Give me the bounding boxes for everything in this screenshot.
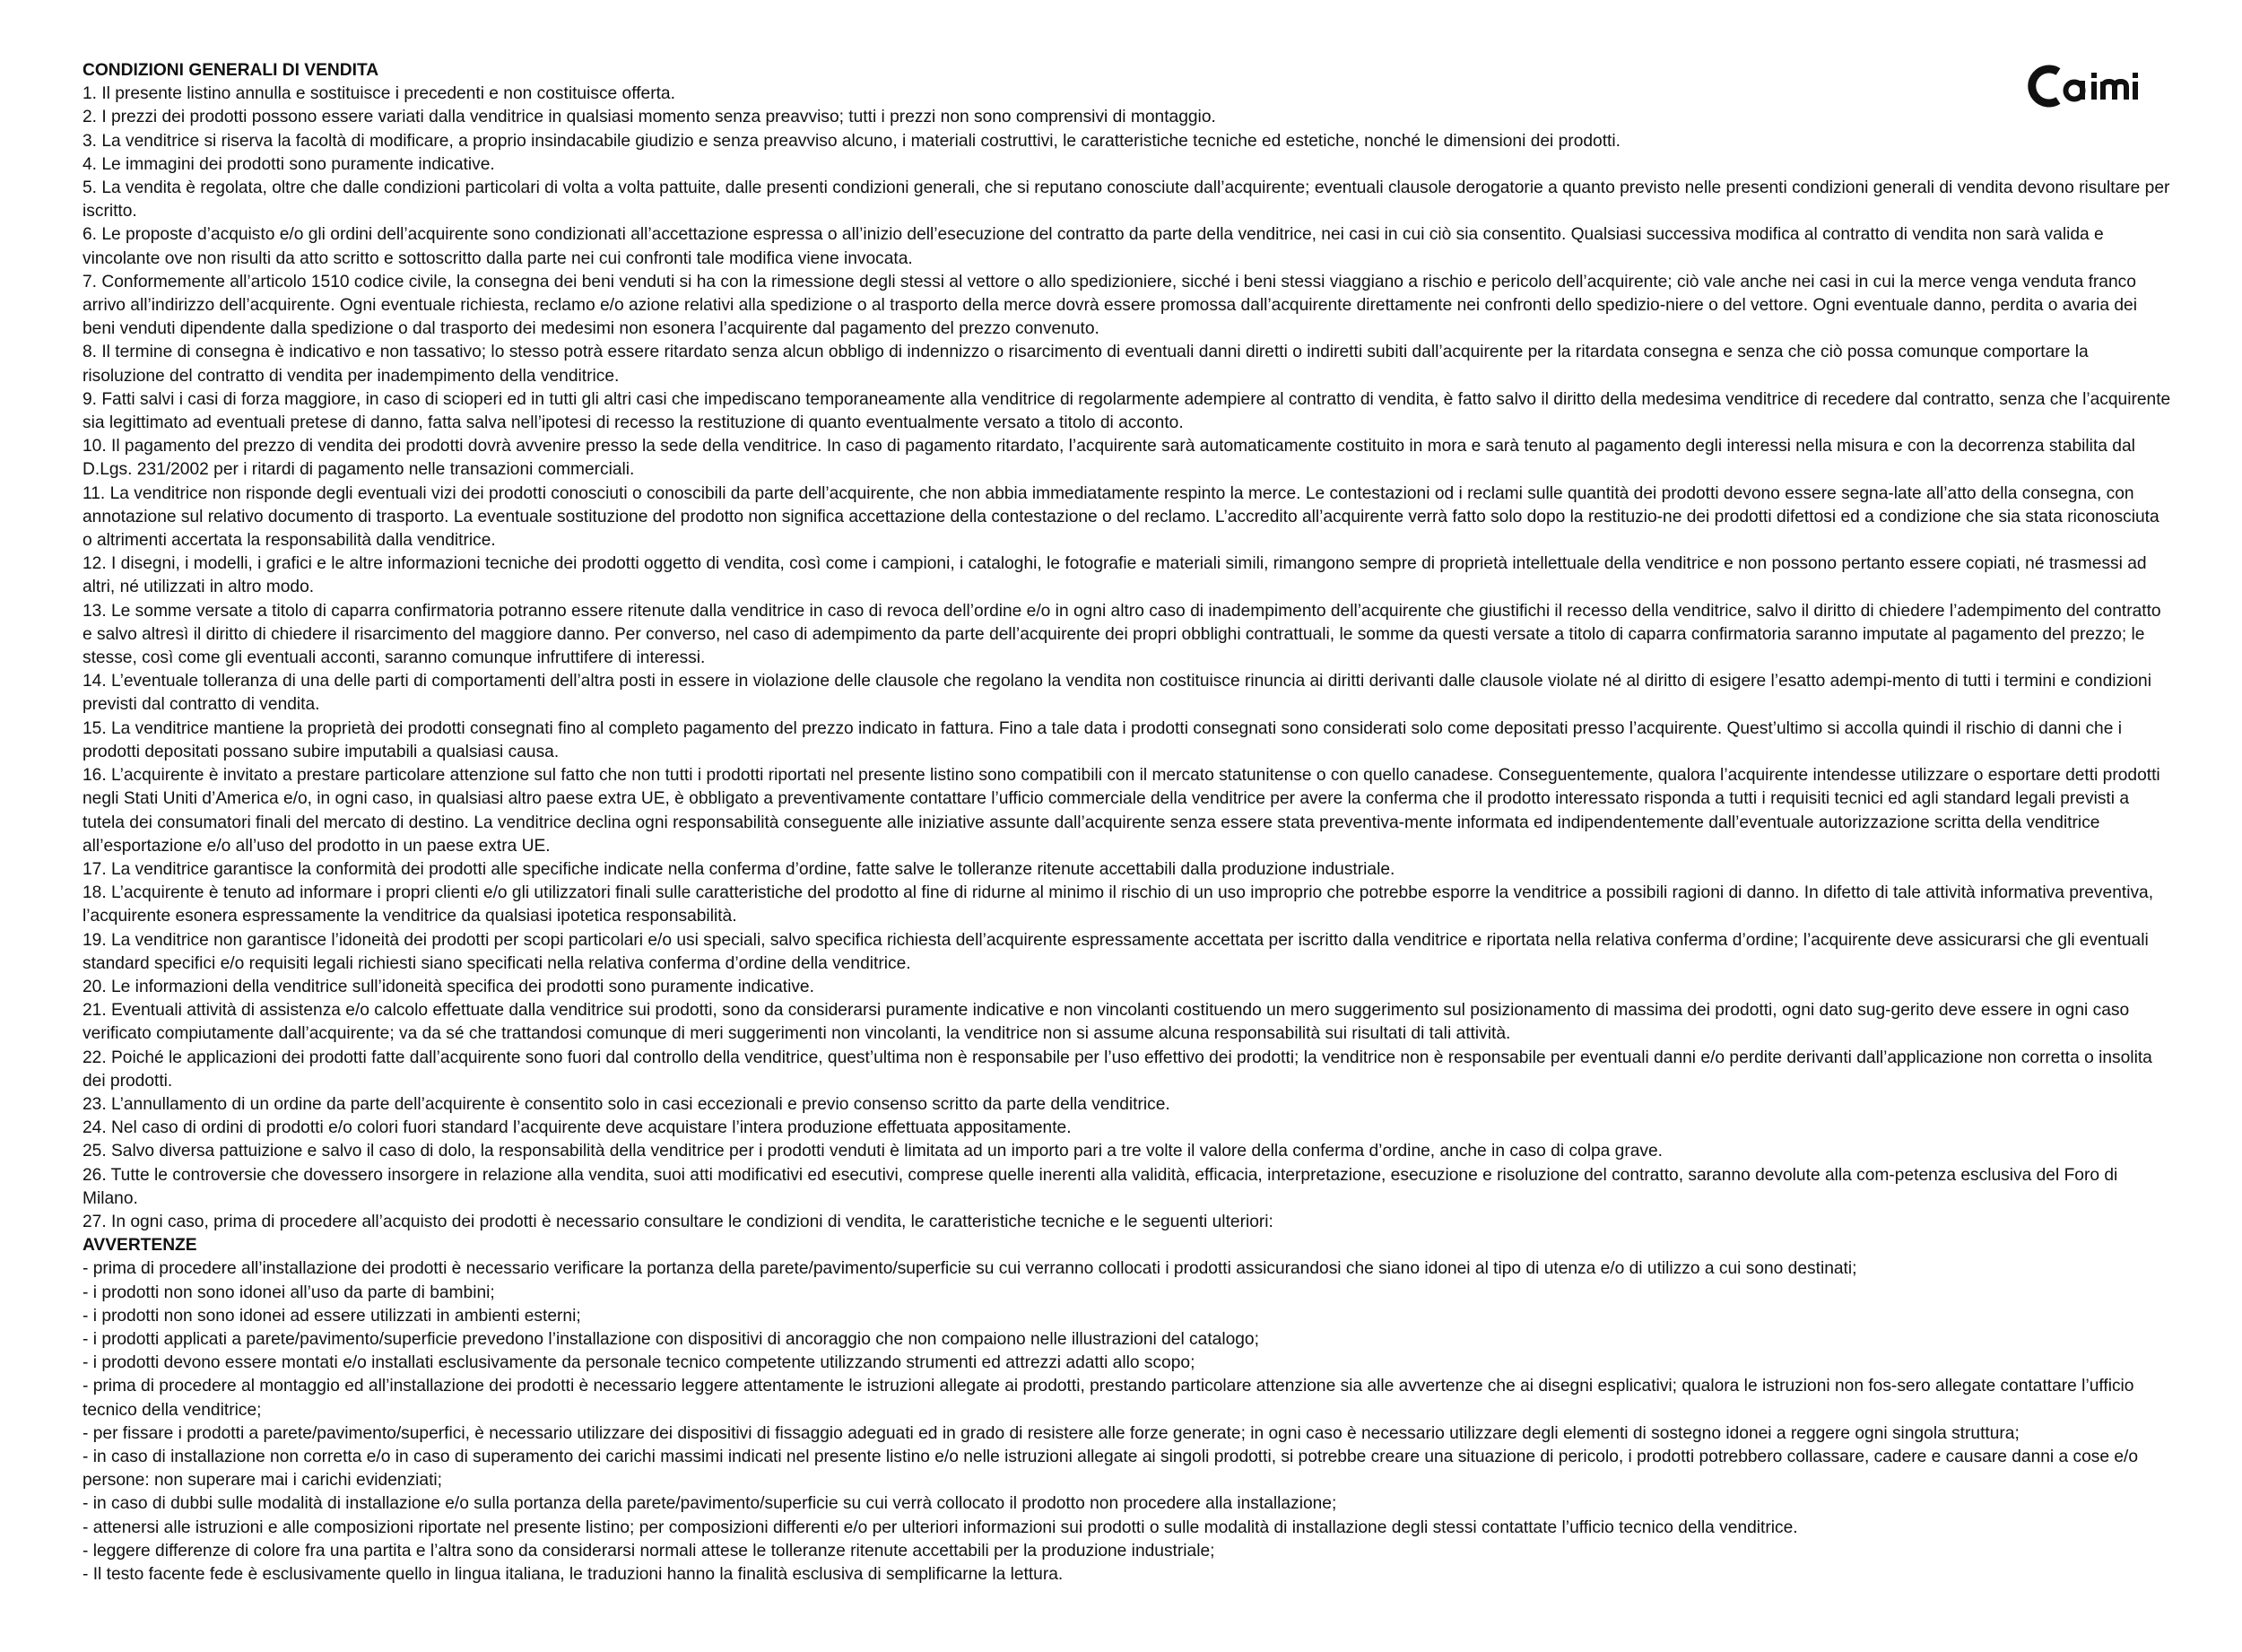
clause-item: 4. Le immagini dei prodotti sono puramente indicative. (83, 154, 495, 174)
clause-item: 15. La venditrice mantiene la proprietà dei prodotti consegnati fino al completo pagamento del prezzo indicato in fattura. Fino a tale data i prodotti consegnati sono considerati solo come depositati presso l’acquirente. Quest’ultimo si accolla quindi il rischio di danni che i prodotti depositati possano subire imputabili a qualsiasi causa. (83, 718, 2122, 761)
warning-item: - in caso di dubbi sulle modalità di installazione e/o sulla portanza della parete/pavimento/superficie su cui verrà collocato il prodotto non procedere alla installazione; (83, 1494, 1337, 1514)
clause-item: 8. Il termine di consegna è indicativo e non tassativo; lo stesso potrà essere ritardato senza alcun obbligo di indennizzo o risarcimento di eventuali danni diretti o indiretti subiti dall’acquirente per la ritardata consegna e senza che ciò possa comunque comportare la risoluzione del contratto di vendita per inadempimento della venditrice. (83, 343, 2089, 386)
clause-item: 9. Fatti salvi i casi di forza maggiore, in caso di scioperi ed in tutti gli altri casi che impediscano temporaneamente alla venditrice di regolarmente adempiere al contratto di vendita, è fatto salvo il diritto della medesima venditrice di recedere dal contratto, senza che l’acquirente sia legittimato ad eventuali pretese di danno, fatta salva nell’ipotesi di recesso la restituzione di quanto eventualmente versato a titolo di acconto. (83, 389, 2171, 433)
clause-item: 13. Le somme versate a titolo di caparra confirmatoria potranno essere ritenute dalla venditrice in caso di revoca dell’ordine e/o in ogni altro caso di inadempimento dell’acquirente che giustifichi il recesso della venditrice, salvo il diritto di chiedere l’adempimento del contratto e salvo altresì il diritto di chiedere il risarcimento del maggiore danno. Per converso, nel caso di adempimento da parte dell’acquirente dei propri obblighi contrattuali, le somme da questi versate a titolo di caparra confirmatoria saranno imputate al pagamento del prezzo; le stesse, così come gli eventuali acconti, saranno comunque infruttifere di interessi. (83, 601, 2161, 668)
clause-item: 19. La venditrice non garantisce l’idoneità dei prodotti per scopi particolari e/o usi speciali, salvo specifica richiesta dell’acquirente espressamente accettata per iscritto dalla venditrice e riportata nella relativa conferma d’ordine; l’acquirente deve assicurarsi che gli eventuali standard specifici e/o requisiti legali richiesti siano specificati nella relativa conferma d’ordine della venditrice. (83, 930, 2149, 973)
clause-item: 10. Il pagamento del prezzo di vendita dei prodotti dovrà avvenire presso la sede della venditrice. In caso di pagamento ritardato, l’acquirente sarà automaticamente costituito in mora e sarà tenuto al pagamento degli interessi nella misura e con la decorrenza stabilita dal D.Lgs. 231/2002 per i ritardi di pagamento nelle transazioni commerciali. (83, 437, 2135, 480)
clause-item: 22. Poiché le applicazioni dei prodotti fatte dall’acquirente sono fuori dal controllo della venditrice, quest’ultima non è responsabile per l’uso effettivo dei prodotti; la venditrice non è responsabile per eventuali danni e/o perdite derivanti dall’applicazione non corretta o insolita dei prodotti. (83, 1048, 2152, 1091)
clause-item: 6. Le proposte d’acquisto e/o gli ordini dell’acquirente sono condizionati all’accettazione espressa o all’inizio dell’esecuzione del contratto da parte della venditrice, nei casi in cui ciò sia consentito. Qualsiasi successiva modifica al contratto di vendita non sarà valida e vincolante ove non risulti da atto scritto e sottoscritto dalla parte nei cui confronti tale modifica viene invocata. (83, 225, 2104, 268)
clause-item: 5. La vendita è regolata, oltre che dalle condizioni particolari di volta a volta pattuite, dalle presenti condizioni generali, che si reputano conosciute dall’acquirente; eventuali clausole derogatorie a quanto previsto nelle presenti condizioni generali di vendita devono risultare per iscritto. (83, 178, 2170, 222)
warning-item: - prima di procedere al montaggio ed all’installazione dei prodotti è necessario leggere attentamente le istruzioni allegate ai prodotti, prestando particolare attenzione sia alle avvertenze che ai disegni esplicativi; qualora le istruzioni non fos-sero allegate contattare l’ufficio tecnico della venditrice; (83, 1377, 2134, 1420)
clause-item: 7. Conformemente all’articolo 1510 codice civile, la consegna dei beni venduti si ha con la rimessione degli stessi al vettore o allo spedizioniere, sicché i beni stessi viaggiano a rischio e pericolo dell’acquirente; ciò vale anche nei casi in cui la merce venga venduta franco arrivo all’indirizzo dell’acquirente. Ogni eventuale richiesta, reclamo e/o azione relativi alla spedizione o al trasporto della merce dovrà essere promossa dall’acquirente direttamente nei confronti dello spedizio-niere o del vettore. Ogni eventuale danno, perdita o avaria dei beni venduti dipendente dalla spedizione o dal trasporto dei medesimi non esonera l’acquirente dal pagamento del prezzo convenuto. (83, 272, 2137, 339)
clause-item: 16. L’acquirente è invitato a prestare particolare attenzione sul fatto che non tutti i prodotti riportati nel presente listino sono compatibili con il mercato statunitense o con quello canadese. Conseguentemente, qualora l’acquirente intendesse utilizzare o esportare detti prodotti negli Stati Uniti d’America e/o, in ogni caso, in qualsiasi altro paese extra UE, è obbligato a preventivamente contattare l’ufficio commerciale della venditrice per avere la conferma che il prodotto interessato risponda a tutti i requisiti tecnici ed agli standard legali previsti a tutela dei consumatori finali del mercato di destino. La venditrice declina ogni responsabilità conseguente alle iniziative assunte dall’acquirente senza essere stata preventiva-mente informata ed indipendentemente dall’eventuale autorizzazione scritta della venditrice all’esportazione e/o all’uso del prodotto in un paese extra UE. (83, 766, 2160, 856)
warning-item: - i prodotti applicati a parete/pavimento/superficie prevedono l’installazione con dispositivi di ancoraggio che non compaiono nelle illustrazioni del catalogo; (83, 1329, 1259, 1349)
clause-item: 23. L’annullamento di un ordine da parte dell’acquirente è consentito solo in casi eccezionali e previo consenso scritto da parte della venditrice. (83, 1094, 1170, 1114)
warning-item: - in caso di installazione non corretta e/o in caso di superamento dei carichi massimi indicati nel presente listino e/o nelle istruzioni allegate ai singoli prodotti, si potrebbe creare una situazione di pericolo, i prodotti potrebbero collassare, cadere e causare danni a cose e/o persone: non superare mai i carichi evidenziati; (83, 1447, 2139, 1491)
warning-item: - leggere differenze di colore fra una partita e l’altra sono da considerarsi normali attese le tolleranze ritenute accettabili per la produzione industriale; (83, 1541, 1215, 1561)
clause-item: 17. La venditrice garantisce la conformità dei prodotti alle specifiche indicate nella conferma d’ordine, fatte salve le tolleranze ritenute accettabili dalla produzione industriale. (83, 859, 1395, 879)
document-title: CONDIZIONI GENERALI DI VENDITA (83, 61, 379, 80)
clause-item: 14. L’eventuale tolleranza di una delle parti di comportamenti dell’altra posti in essere in violazione delle clausole che regolano la vendita non costituisce rinuncia ai diritti derivanti dalle clausole violate né al diritto di esigere l’esatto adempi-mento di tutti i termini e condizioni previsti dal contratto di vendita. (83, 672, 2151, 715)
clause-item: 11. La venditrice non risponde degli eventuali vizi dei prodotti conosciuti o conoscibili da parte dell’acquirente, che non abbia immediatamente respinto la merce. Le contestazioni od i reclami sulle quantità dei prodotti devono essere segna-late all’atto della consegna, con annotazione sul relativo documento di trasporto. La eventuale sostituzione del prodotto non significa accettazione della contestazione o del reclamo. L’accredito all’acquirente verrà fatto solo dopo la restituzio-ne dei prodotti difettosi ed a condizione che sia stata riconosciuta o altrimenti accertata la responsabilità dalla venditrice. (83, 483, 2159, 551)
warnings-title: AVVERTENZE (83, 1236, 197, 1256)
clauses-list (83, 83, 2172, 1234)
conditions-document (83, 59, 2172, 1587)
clause-item: 3. La venditrice si riserva la facoltà di modificare, a proprio insindacabile giudizio e senza preavviso alcuno, i materiali costruttivi, le caratteristiche tecniche ed estetiche, nonché le dimensioni dei prodotti. (83, 131, 1621, 151)
clause-item: 12. I disegni, i modelli, i grafici e le altre informazioni tecniche dei prodotti oggetto di vendita, così come i campioni, i cataloghi, le fotografie e materiali simili, rimangono sempre di proprietà intellettuale della venditrice e non possono pertanto essere copiati, né trasmessi ad altri, né utilizzati in altro modo. (83, 554, 2147, 597)
warning-item: - prima di procedere all’installazione dei prodotti è necessario verificare la portanza della parete/pavimento/superficie su cui verranno collocati i prodotti assicurandosi che siano idonei al tipo di utenza e/o di utilizzo a cui sono destinati; (83, 1259, 1857, 1279)
clause-item: 18. L’acquirente è tenuto ad informare i propri clienti e/o gli utilizzatori finali sulle caratteristiche del prodotto al fine di ridurne al minimo il rischio di un uso improprio che potrebbe esporre la venditrice a possibili ragioni di danno. In difetto di tale attività informativa preventiva, l’acquirente esonera espressamente la venditrice da qualsiasi ipotetica responsabilità. (83, 883, 2154, 926)
warning-item: - per fissare i prodotti a parete/pavimento/superfici, è necessario utilizzare dei dispositivi di fissaggio adeguati ed in grado di resistere alle forze generate; in ogni caso è necessario utilizzare degli elementi di sostegno idonei a reggere ogni singola struttura; (83, 1423, 2020, 1443)
warning-item: - i prodotti non sono idonei ad essere utilizzati in ambienti esterni; (83, 1306, 581, 1326)
warning-item: - attenersi alle istruzioni e alle composizioni riportate nel presente listino; per composizioni differenti e/o per ulteriori informazioni sui prodotti o sulle modalità di installazione degli stessi contattate l’ufficio tecnico della venditrice. (83, 1517, 1798, 1537)
clause-item: 21. Eventuali attività di assistenza e/o calcolo effettuate dalla venditrice sui prodotti, sono da considerarsi puramente indicative e non vincolanti costituendo un mero suggerimento sul posizionamento di massima dei prodotti, ogni dato sug-gerito deve essere in ogni caso verificato compiutamente dall’acquirente; va da sé che trattandosi comunque di meri suggerimenti non vincolanti, la venditrice non si assume alcuna responsabilità sui risultati di tali attività. (83, 1001, 2130, 1044)
warning-item: - Il testo facente fede è esclusivamente quello in lingua italiana, le traduzioni hanno la finalità esclusiva di semplificarne la lettura. (83, 1565, 1064, 1584)
clause-item: 20. Le informazioni della venditrice sull’idoneità specifica dei prodotti sono puramente indicative. (83, 977, 814, 996)
clause-item: 2. I prezzi dei prodotti possono essere variati dalla venditrice in qualsiasi momento senza preavviso; tutti i prezzi non sono comprensivi di montaggio. (83, 108, 1216, 127)
clause-item: 26. Tutte le controversie che dovessero insorgere in relazione alla vendita, suoi atti modificativi ed esecutivi, comprese quelle inerenti alla validità, efficacia, interpretazione, esecuzione e risoluzione del contratto, saranno devolute alla com-petenza esclusiva del Foro di Milano. (83, 1165, 2118, 1208)
warning-item: - i prodotti devono essere montati e/o installati esclusivamente da personale tecnico competente utilizzando strumenti ed attrezzi adatti allo scopo; (83, 1353, 1195, 1373)
warning-item: - i prodotti non sono idonei all’uso da parte di bambini; (83, 1282, 495, 1302)
clause-item: 25. Salvo diversa pattuizione e salvo il caso di dolo, la responsabilità della venditrice per i prodotti venduti è limitata ad un importo pari a tre volte il valore della conferma d’ordine, anche in caso di colpa grave. (83, 1142, 1663, 1161)
warnings-list (83, 1257, 2172, 1587)
clause-item: 24. Nel caso di ordini di prodotti e/o colori fuori standard l’acquirente deve acquistare l’intera produzione effettuata appositamente. (83, 1118, 1072, 1138)
clause-item: 1. Il presente listino annulla e sostituisce i precedenti e non costituisce offerta. (83, 84, 675, 104)
clause-item: 27. In ogni caso, prima di procedere all’acquisto dei prodotti è necessario consultare le condizioni di vendita, le caratteristiche tecniche e le seguenti ulteriori: (83, 1212, 1273, 1231)
